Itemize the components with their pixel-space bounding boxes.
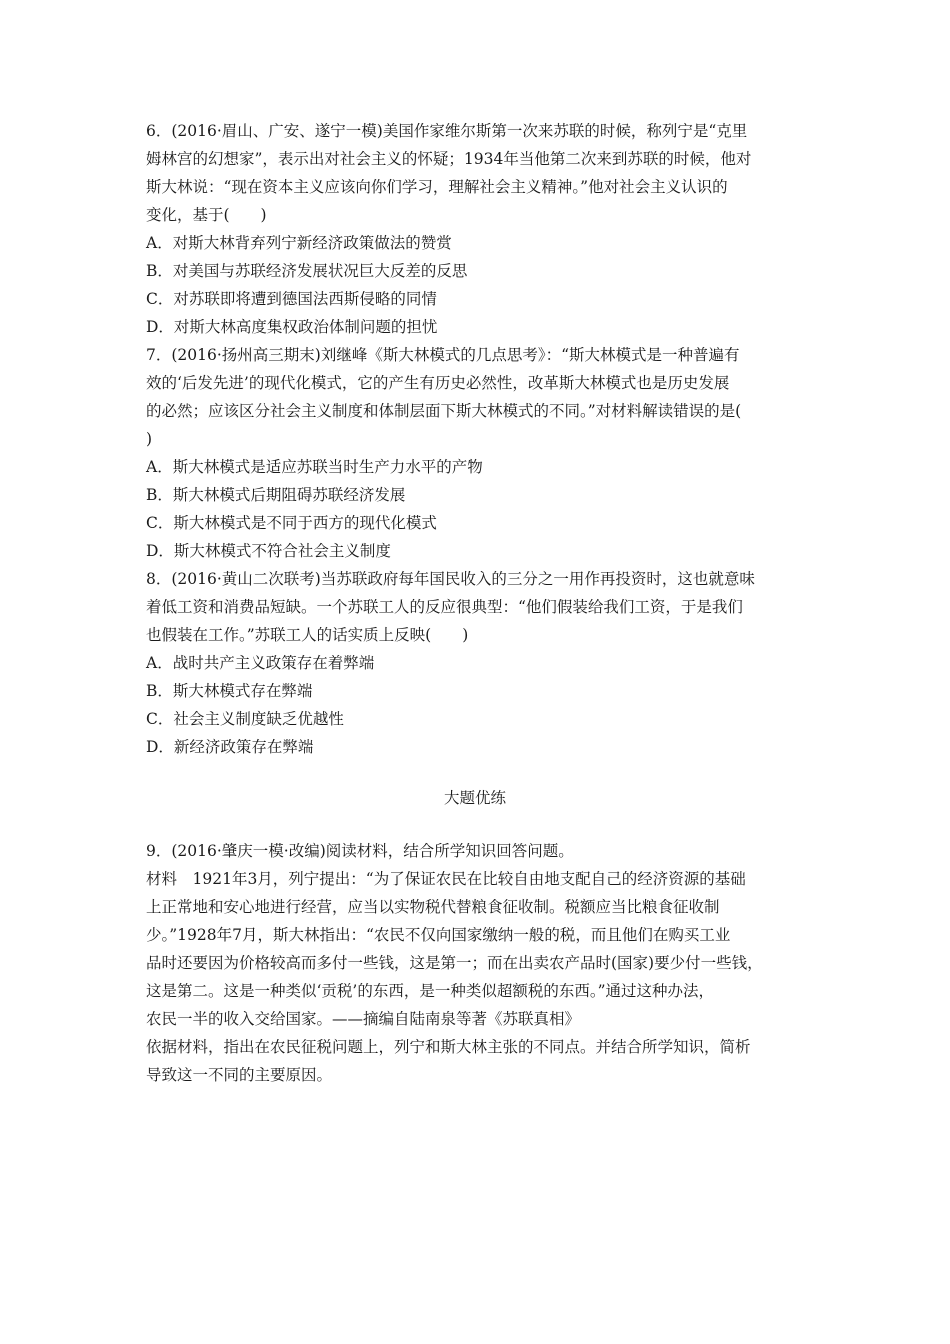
question-9-line: 导致这一不同的主要原因。 (146, 1066, 333, 1084)
question-8 (146, 565, 816, 761)
question-7-stem-line: 效的‘后发先进’的现代化模式，它的产生有历史必然性，改革斯大林模式也是历史发展 (146, 374, 730, 392)
question-6-option-d: D．对斯大林高度集权政治体制问题的担忧 (146, 318, 438, 336)
section-title: 大题优练 (443, 789, 506, 807)
question-7-option-d: D．斯大林模式不符合社会主义制度 (146, 542, 391, 560)
question-7-stem-line: 7．(2016·扬州高三期末)刘继峰《斯大林模式的几点思考》：“斯大林模式是一种普遍有 (146, 346, 740, 364)
question-6-stem-line: 变化，基于( ) (146, 206, 267, 224)
question-7-option-b: B．斯大林模式后期阻碍苏联经济发展 (146, 486, 406, 504)
question-8-option-d: D．新经济政策存在弊端 (146, 738, 314, 756)
question-6-stem-line: 斯大林说：“现在资本主义应该向你们学习，理解社会主义精神。”他对社会主义认识的 (146, 178, 728, 196)
question-8-option-c: C．社会主义制度缺乏优越性 (146, 710, 344, 728)
question-9-line: 上正常地和安心地进行经营，应当以实物税代替粮食征收制。税额应当比粮食征收制 (146, 898, 720, 916)
question-7-stem-line: ) (146, 430, 153, 448)
question-9 (146, 837, 816, 1089)
question-8-stem-line: 着低工资和消费品短缺。一个苏联工人的反应很典型：“他们假装给我们工资，于是我们 (146, 598, 743, 616)
question-6-option-c: C．对苏联即将遭到德国法西斯侵略的同情 (146, 290, 437, 308)
question-6 (146, 117, 816, 341)
question-9-line: 9．(2016·肇庆一模·改编)阅读材料，结合所学知识回答问题。 (146, 842, 574, 860)
question-7-option-c: C．斯大林模式是不同于西方的现代化模式 (146, 514, 437, 532)
question-8-stem-line: 也假装在工作。”苏联工人的话实质上反映( ) (146, 626, 469, 644)
question-9-line: 品时还要因为价格较高而多付一些钱，这是第一；而在出卖农产品时(国家)要少付一些钱， (146, 954, 763, 972)
question-8-stem-line: 8．(2016·黄山二次联考)当苏联政府每年国民收入的三分之一用作再投资时，这也就意味 (146, 570, 755, 588)
question-6-stem-line: 姆林宫的幻想家”，表示出对社会主义的怀疑；1934年当他第二次来到苏联的时候，他对 (146, 150, 752, 168)
question-7-option-a: A．斯大林模式是适应苏联当时生产力水平的产物 (146, 458, 483, 476)
question-9-line: 依据材料，指出在农民征税问题上，列宁和斯大林主张的不同点。并结合所学知识，简析 (146, 1038, 751, 1056)
question-7-stem-line: 的必然；应该区分社会主义制度和体制层面下斯大林模式的不同。”对材料解读错误的是( (146, 402, 742, 420)
question-9-line: 农民一半的收入交给国家。——摘编自陆南泉等著《苏联真相》 (146, 1010, 581, 1028)
question-8-option-a: A．战时共产主义政策存在着弊端 (146, 654, 375, 672)
question-6-option-a: A．对斯大林背弃列宁新经济政策做法的赞赏 (146, 234, 452, 252)
question-6-option-b: B．对美国与苏联经济发展状况巨大反差的反思 (146, 262, 468, 280)
question-9-line: 少。”1928年7月，斯大林指出：“农民不仅向国家缴纳一般的税，而且他们在购买工业 (146, 926, 731, 944)
question-8-option-b: B．斯大林模式存在弊端 (146, 682, 313, 700)
question-6-stem-line: 6．(2016·眉山、广安、遂宁一模)美国作家维尔斯第一次来苏联的时候，称列宁是“克里 (146, 122, 748, 140)
question-9-line: 材料 1921年3月，列宁提出：“为了保证农民在比较自由地支配自己的经济资源的基础 (146, 870, 746, 888)
question-9-line: 这是第二。这是一种类似‘贡税’的东西，是一种类似超额税的东西。”通过这种办法， (146, 982, 715, 1000)
question-7 (146, 341, 816, 565)
